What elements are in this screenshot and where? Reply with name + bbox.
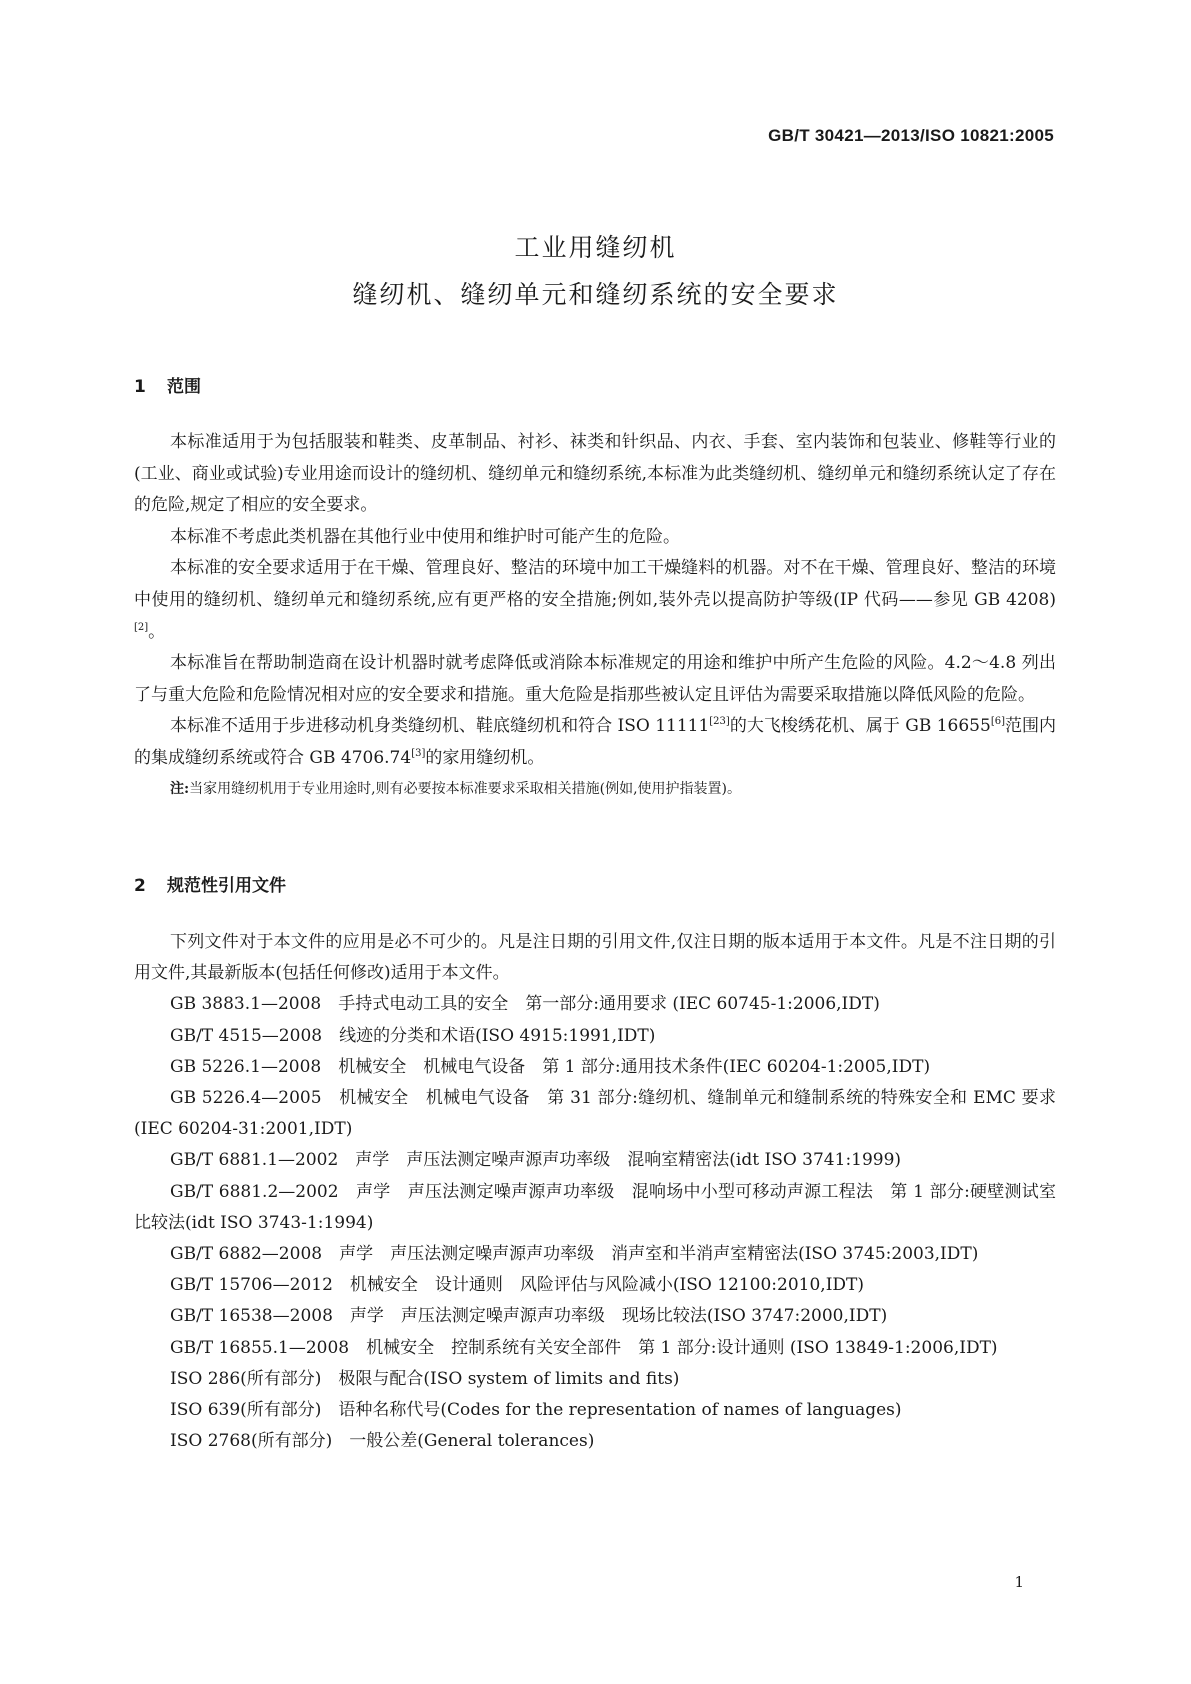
reference-2: [2] <box>134 621 149 633</box>
page-number: 1 <box>1014 1573 1024 1591</box>
scope-paragraph-5-c: 范围内的集成缝纫系统或符合 GB 4706.74 <box>134 716 1057 768</box>
scope-paragraph-5-b: 的大飞梭绣花机、属于 GB 16655 <box>729 716 991 737</box>
scope-paragraph-2: 本标准不考虑此类机器在其他行业中使用和维护时可能产生的危险。 <box>170 526 680 547</box>
note-text: 当家用缝纫机用于专业用途时,则有必要按本标准要求采取相关措施(例如,使用护指装置)。 <box>189 780 741 797</box>
document-title-line1: 工业用缝纫机 <box>514 233 677 262</box>
reference-6: [6] <box>990 716 1005 728</box>
reference-entry: GB 5226.1—2008 机械安全 机械电气设备 第 1 部分:通用技术条件(IEC 60204-1:2005,IDT) <box>170 1056 931 1077</box>
reference-entry: GB/T 15706—2012 机械安全 设计通则 风险评估与风险减小(ISO 12100:2010,IDT) <box>170 1275 865 1296</box>
references-intro: 下列文件对于本文件的应用是必不可少的。凡是注日期的引用文件,仅注日期的版本适用于本文件。凡是不注日期的引用文件,其最新版本(包括任何修改)适用于本文件。 <box>134 932 1056 984</box>
section-2-number: 2 <box>134 876 146 896</box>
note-label: 注: <box>170 780 190 797</box>
reference-entry: ISO 286(所有部分) 极限与配合(ISO system of limits and fits) <box>170 1368 680 1389</box>
scope-paragraph-1: 本标准适用于为包括服装和鞋类、皮革制品、衬衫、袜类和针织品、内衣、手套、室内装饰和包装业、修鞋等行业的(工业、商业或试验)专业用途而设计的缝纫机、缝纫单元和缝纫系统,本标准为此类缝纫机、缝纫单元和缝纫系统认定了存在的危险,规定了相应的安全要求。 <box>134 432 1056 516</box>
scope-paragraph-4: 本标准旨在帮助制造商在设计机器时就考虑降低或消除本标准规定的用途和维护中所产生危险的风险。4.2～4.8 列出了与重大危险和危险情况相对应的安全要求和措施。重大危险是指那些被认定且评估为需要采取措施以降低风险的危险。 <box>134 653 1056 705</box>
reference-entry: GB/T 6882—2008 声学 声压法测定噪声源声功率级 消声室和半消声室精密法(ISO 3745:2003,IDT) <box>170 1244 979 1265</box>
scope-paragraph-3 <box>134 553 1056 648</box>
reference-23: [23] <box>709 716 730 728</box>
scope-paragraph-3-text: 本标准的安全要求适用于在干燥、管理良好、整洁的环境中加工干燥缝料的机器。对不在干燥、管理良好、整洁的环境中使用的缝纫机、缝纫单元和缝纫系统,应有更严格的安全措施;例如,装外壳以提高防护等级(IP 代码——参见 GB 4208) <box>134 558 1056 610</box>
section-1-heading <box>134 372 201 397</box>
standard-code: GB/T 30421—2013/ISO 10821:2005 <box>768 126 1054 145</box>
section-2-title: 规范性引用文件 <box>167 876 286 896</box>
section-1-body <box>134 427 1056 803</box>
reference-entry: GB/T 16855.1—2008 机械安全 控制系统有关安全部件 第 1 部分:设计通则 (ISO 13849-1:2006,IDT) <box>170 1337 998 1358</box>
reference-entry: GB/T 6881.2—2002 声学 声压法测定噪声源声功率级 混响场中小型可移动声源工程法 第 1 部分:硬壁测试室比较法(idt ISO 3743-1:1994) <box>134 1181 1056 1233</box>
reference-entry: GB/T 4515—2008 线迹的分类和术语(ISO 4915:1991,IDT) <box>170 1025 656 1046</box>
scope-note <box>134 775 1056 803</box>
reference-entry: ISO 639(所有部分) 语种名称代号(Codes for the representation of names of languages) <box>170 1400 902 1421</box>
section-2-body <box>134 927 1056 1457</box>
reference-entry: GB/T 6881.1—2002 声学 声压法测定噪声源声功率级 混响室精密法(idt ISO 3741:1999) <box>170 1150 902 1171</box>
reference-entry: ISO 2768(所有部分) 一般公差(General tolerances) <box>170 1431 595 1452</box>
scope-paragraph-5-a: 本标准不适用于步进移动机身类缝纫机、鞋底缝纫机和符合 ISO 11111 <box>170 716 710 737</box>
scope-paragraph-3-end: 。 <box>148 621 166 642</box>
section-1-number: 1 <box>134 377 146 397</box>
document-title-line2: 缝纫机、缝纫单元和缝纫系统的安全要求 <box>352 280 839 309</box>
reference-entry: GB 3883.1—2008 手持式电动工具的安全 第一部分:通用要求 (IEC 60745-1:2006,IDT) <box>170 994 880 1015</box>
section-2-heading <box>134 871 286 896</box>
reference-entry: GB 5226.4—2005 机械安全 机械电气设备 第 31 部分:缝纫机、缝制单元和缝制系统的特殊安全和 EMC 要求(IEC 60204-31:2001,IDT) <box>134 1088 1056 1140</box>
reference-3: [3] <box>411 747 426 759</box>
section-1-title: 范围 <box>167 377 201 397</box>
reference-entry: GB/T 16538—2008 声学 声压法测定噪声源声功率级 现场比较法(ISO 3747:2000,IDT) <box>170 1306 888 1327</box>
scope-paragraph-5-d: 的家用缝纫机。 <box>425 747 545 768</box>
scope-paragraph-5 <box>134 711 1056 774</box>
